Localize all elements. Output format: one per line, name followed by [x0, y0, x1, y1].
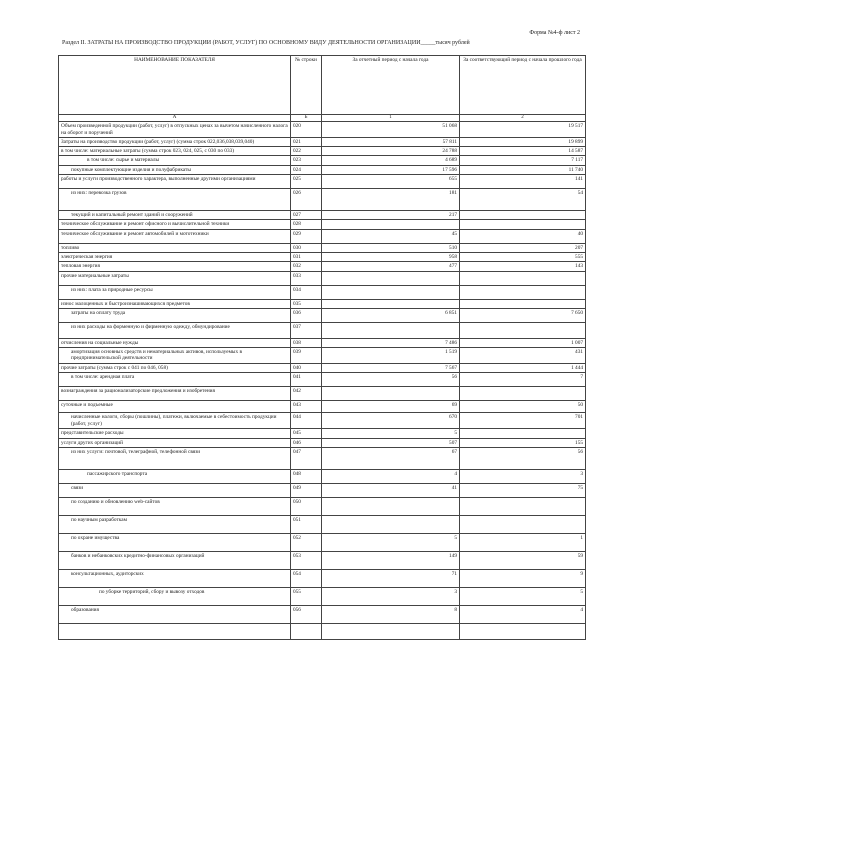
- row-code: 053: [291, 552, 322, 570]
- table-row: [59, 606, 586, 624]
- row-code: 025: [291, 175, 322, 189]
- row-code: 035: [291, 299, 322, 308]
- row-code: 046: [291, 438, 322, 447]
- row-name: образования: [59, 606, 291, 624]
- row-previous: 5: [460, 588, 586, 606]
- row-previous: 59: [460, 552, 586, 570]
- row-previous: 701: [460, 413, 586, 429]
- row-current: 181: [322, 189, 460, 211]
- row-previous: 7 650: [460, 308, 586, 322]
- row-code: 030: [291, 243, 322, 252]
- header-current: За отчетный период с начала года: [322, 56, 460, 115]
- row-previous: 431: [460, 348, 586, 364]
- row-name: из них расходы на форменную и фирменную одежду, обмундирование: [59, 322, 291, 338]
- row-previous: 1 007: [460, 338, 586, 347]
- row-code: 055: [291, 588, 322, 606]
- form-number: Форма №4-ф лист 2: [529, 30, 580, 36]
- row-current: 57 811: [322, 137, 460, 146]
- expenses-table: [58, 55, 586, 640]
- table-row-blank: [59, 624, 586, 640]
- row-name: из них: перевозка грузов: [59, 189, 291, 211]
- row-code: 049: [291, 484, 322, 498]
- table-row: [59, 137, 586, 146]
- row-current: [322, 220, 460, 229]
- row-code: 056: [291, 606, 322, 624]
- table-row: [59, 387, 586, 401]
- row-current: 5: [322, 534, 460, 552]
- table-row: [59, 470, 586, 484]
- row-name: затраты на оплату труда: [59, 308, 291, 322]
- header-previous: За соответствующий период с начала прошлого года: [460, 56, 586, 115]
- letter-1: 1: [322, 115, 460, 122]
- row-name: пассажирского транспорта: [59, 470, 291, 484]
- row-name: электрическая энергия: [59, 252, 291, 261]
- row-previous: [460, 299, 586, 308]
- table-row: [59, 308, 586, 322]
- table-header-row: [59, 56, 586, 115]
- row-code: 031: [291, 252, 322, 261]
- row-code: 024: [291, 165, 322, 174]
- table-row: [59, 484, 586, 498]
- table-row: [59, 322, 586, 338]
- table-row: [59, 498, 586, 516]
- row-previous: [460, 211, 586, 220]
- table-letter-row: [59, 115, 586, 122]
- table-row: [59, 165, 586, 174]
- row-previous: 4: [460, 606, 586, 624]
- row-current: [322, 322, 460, 338]
- row-previous: 143: [460, 262, 586, 271]
- table-row: [59, 364, 586, 373]
- row-current: 41: [322, 484, 460, 498]
- row-current: 6 851: [322, 308, 460, 322]
- table-row: [59, 285, 586, 299]
- table-row: [59, 338, 586, 347]
- row-current: 510: [322, 243, 460, 252]
- row-code: 038: [291, 338, 322, 347]
- row-previous: 141: [460, 175, 586, 189]
- row-current: [322, 271, 460, 285]
- table-row: [59, 243, 586, 252]
- row-previous: 56: [460, 448, 586, 470]
- row-previous: 14 587: [460, 147, 586, 156]
- row-code: 042: [291, 387, 322, 401]
- row-name: покупные комплектующие изделия и полуфабрикаты: [59, 165, 291, 174]
- row-current: 149: [322, 552, 460, 570]
- row-current: 477: [322, 262, 460, 271]
- row-previous: 50: [460, 401, 586, 413]
- table-row: [59, 220, 586, 229]
- row-current: 655: [322, 175, 460, 189]
- row-code: 054: [291, 570, 322, 588]
- table-row: [59, 271, 586, 285]
- row-name: износ малоценных и быстроизнашивающихся предметов: [59, 299, 291, 308]
- row-previous: 11 740: [460, 165, 586, 174]
- row-code: 029: [291, 229, 322, 243]
- row-name: топливо: [59, 243, 291, 252]
- row-current: [322, 285, 460, 299]
- row-code: 047: [291, 448, 322, 470]
- row-name: амортизация основных средств и нематериальных активов, используемых в предпринимательской деятельности: [59, 348, 291, 364]
- letter-2: 2: [460, 115, 586, 122]
- row-name: по охране имущества: [59, 534, 291, 552]
- row-name: суточные и подъемные: [59, 401, 291, 413]
- row-code: 052: [291, 534, 322, 552]
- row-previous: [460, 220, 586, 229]
- row-previous: [460, 322, 586, 338]
- row-name: прочие материальные затраты: [59, 271, 291, 285]
- row-previous: 3: [460, 470, 586, 484]
- blank-cell: [59, 624, 291, 640]
- row-previous: 9: [460, 570, 586, 588]
- row-current: 5: [322, 429, 460, 438]
- row-previous: [460, 271, 586, 285]
- row-name: техническое обслуживание и ремонт офисного и вычислительной техники: [59, 220, 291, 229]
- row-name: работы и услуги производственного характера, выполненные другими организациями: [59, 175, 291, 189]
- row-code: 020: [291, 122, 322, 138]
- row-previous: 19 899: [460, 137, 586, 146]
- row-previous: 19 517: [460, 122, 586, 138]
- table-row: [59, 429, 586, 438]
- row-current: 4 689: [322, 156, 460, 165]
- table-row: [59, 516, 586, 534]
- row-previous: 7 117: [460, 156, 586, 165]
- row-name: отчисления на социальные нужды: [59, 338, 291, 347]
- row-current: 24 788: [322, 147, 460, 156]
- row-code: 022: [291, 147, 322, 156]
- table-row: [59, 147, 586, 156]
- row-current: 1 519: [322, 348, 460, 364]
- table-row: [59, 229, 586, 243]
- blank-cell: [291, 624, 322, 640]
- row-name: в том числе: сырье и материалы: [59, 156, 291, 165]
- table-row: [59, 211, 586, 220]
- row-name: прочие затраты (сумма строк с 041 по 046, 058): [59, 364, 291, 373]
- row-previous: 54: [460, 189, 586, 211]
- table-row: [59, 348, 586, 364]
- table-row: [59, 299, 586, 308]
- row-previous: [460, 516, 586, 534]
- row-code: 021: [291, 137, 322, 146]
- table-row: [59, 122, 586, 138]
- row-current: 8: [322, 606, 460, 624]
- row-name: консультационных, аудиторских: [59, 570, 291, 588]
- row-previous: [460, 285, 586, 299]
- table-row: [59, 588, 586, 606]
- row-current: 17 596: [322, 165, 460, 174]
- letter-a: А: [59, 115, 291, 122]
- row-name: по уборке территорий, сбору и вывозу отходов: [59, 588, 291, 606]
- row-current: [322, 498, 460, 516]
- row-name: тепловая энергия: [59, 262, 291, 271]
- letter-b: Б: [291, 115, 322, 122]
- row-code: 048: [291, 470, 322, 484]
- table-row: [59, 570, 586, 588]
- row-name: в том числе: материальные затраты (сумма строк 023, 024, 025, с 030 по 033): [59, 147, 291, 156]
- table-row: [59, 438, 586, 447]
- row-current: 670: [322, 413, 460, 429]
- row-current: 69: [322, 401, 460, 413]
- row-name: из них услуги: почтовой, телеграфной, телефонной связи: [59, 448, 291, 470]
- row-current: 51 068: [322, 122, 460, 138]
- table-row: [59, 401, 586, 413]
- row-current: 7 567: [322, 364, 460, 373]
- row-current: 45: [322, 229, 460, 243]
- row-name: по научным разработкам: [59, 516, 291, 534]
- row-current: 67: [322, 448, 460, 470]
- row-name: начисленные налоги, сборы (пошлины), платежи, включаемые в себестоимость продукции (работ, услуг): [59, 413, 291, 429]
- row-previous: [460, 387, 586, 401]
- row-name: Затраты на производство продукции (работ, услуг) (сумма строк 022,036,038,039,040): [59, 137, 291, 146]
- row-code: 041: [291, 373, 322, 387]
- row-previous: [460, 498, 586, 516]
- row-code: 044: [291, 413, 322, 429]
- table-row: [59, 373, 586, 387]
- table-row: [59, 413, 586, 429]
- section-title: Раздел II. ЗАТРАТЫ НА ПРОИЗВОДСТВО ПРОДУКЦИИ (РАБОТ, УСЛУГ) ПО ОСНОВНОМУ ВИДУ ДЕЯТЕЛЬНОСТИ ОРГАНИЗАЦИИ_____тысяч рублей: [62, 40, 470, 46]
- blank-cell: [322, 624, 460, 640]
- row-previous: 7: [460, 373, 586, 387]
- row-code: 036: [291, 308, 322, 322]
- row-current: 56: [322, 373, 460, 387]
- table-row: [59, 175, 586, 189]
- row-previous: 75: [460, 484, 586, 498]
- row-code: 050: [291, 498, 322, 516]
- header-code: № строки: [291, 56, 322, 115]
- table-row: [59, 156, 586, 165]
- table-row: [59, 534, 586, 552]
- row-name: по созданию и обновлению web-сайтов: [59, 498, 291, 516]
- row-name: в том числе: арендная плата: [59, 373, 291, 387]
- row-previous: 40: [460, 229, 586, 243]
- row-code: 037: [291, 322, 322, 338]
- table-row: [59, 448, 586, 470]
- table-row: [59, 189, 586, 211]
- row-current: 507: [322, 438, 460, 447]
- row-code: 028: [291, 220, 322, 229]
- row-name: вознаграждения за рационализаторские предложения и изобретения: [59, 387, 291, 401]
- header-name: НАИМЕНОВАНИЕ ПОКАЗАТЕЛЯ: [59, 56, 291, 115]
- row-code: 039: [291, 348, 322, 364]
- row-code: 033: [291, 271, 322, 285]
- row-current: [322, 516, 460, 534]
- row-current: 71: [322, 570, 460, 588]
- row-name: Объем произведенной продукции (работ, услуг) в отпускных ценах за вычетом начисленного налога на оборот и поручений: [59, 122, 291, 138]
- row-name: банков и небанковских кредитно-финансовых организаций: [59, 552, 291, 570]
- row-code: 043: [291, 401, 322, 413]
- row-previous: 1 444: [460, 364, 586, 373]
- row-code: 027: [291, 211, 322, 220]
- blank-cell: [460, 624, 586, 640]
- row-current: 4: [322, 470, 460, 484]
- row-name: текущий и капитальный ремонт зданий и сооружений: [59, 211, 291, 220]
- row-code: 023: [291, 156, 322, 165]
- row-code: 040: [291, 364, 322, 373]
- row-current: 217: [322, 211, 460, 220]
- table-row: [59, 552, 586, 570]
- row-code: 034: [291, 285, 322, 299]
- row-code: 045: [291, 429, 322, 438]
- row-code: 026: [291, 189, 322, 211]
- row-current: [322, 387, 460, 401]
- table-row: [59, 252, 586, 261]
- row-previous: 155: [460, 438, 586, 447]
- row-previous: 1: [460, 534, 586, 552]
- table-row: [59, 262, 586, 271]
- row-previous: [460, 429, 586, 438]
- row-name: техническое обслуживание и ремонт автомобилей и мототехники: [59, 229, 291, 243]
- row-current: [322, 299, 460, 308]
- row-code: 051: [291, 516, 322, 534]
- row-current: 7 486: [322, 338, 460, 347]
- row-name: связи: [59, 484, 291, 498]
- row-name: услуги других организаций: [59, 438, 291, 447]
- row-current: 958: [322, 252, 460, 261]
- row-current: 3: [322, 588, 460, 606]
- row-previous: 207: [460, 243, 586, 252]
- row-code: 032: [291, 262, 322, 271]
- row-name: из них: плата за природные ресурсы: [59, 285, 291, 299]
- row-name: представительские расходы: [59, 429, 291, 438]
- row-previous: 555: [460, 252, 586, 261]
